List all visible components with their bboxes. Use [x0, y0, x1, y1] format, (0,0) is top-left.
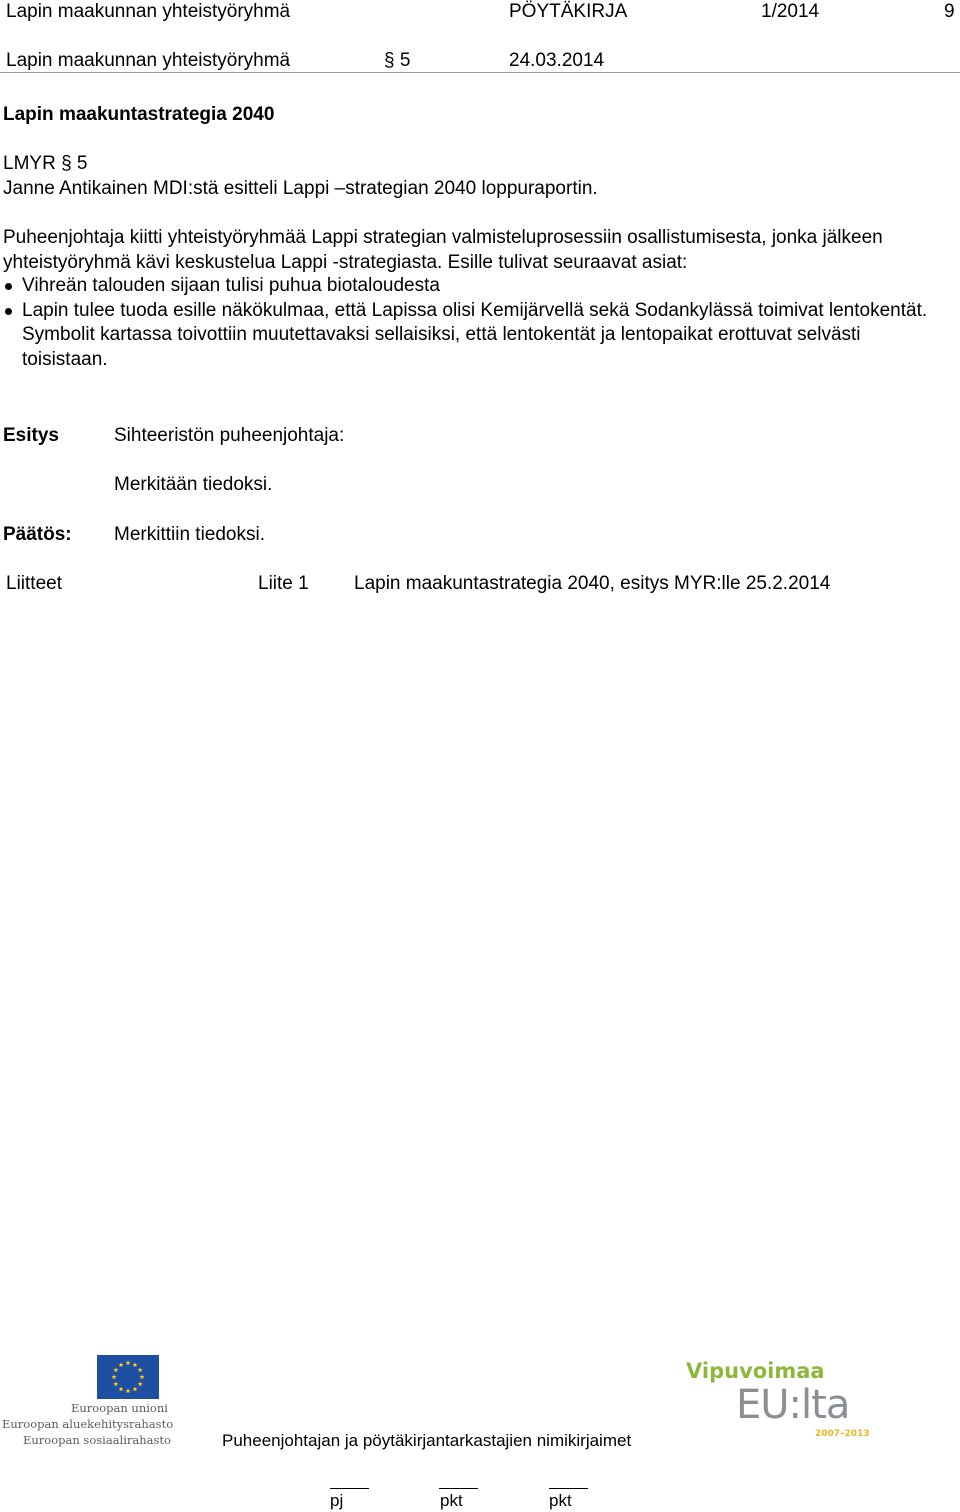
vipuvoimaa-logo-top: Vipuvoimaa: [686, 1359, 825, 1383]
attachments-label: Liitteet: [6, 573, 62, 594]
eu-logo-line-1: Euroopan unioni: [71, 1401, 168, 1415]
vipuvoimaa-logo-years: 2007–2013: [815, 1429, 870, 1439]
vipuvoimaa-logo: [686, 1358, 886, 1448]
vipuvoimaa-logo-main: EU:lta: [736, 1382, 850, 1428]
intro-text: Janne Antikainen MDI:stä esitteli Lappi –strategian 2040 loppuraportin.: [3, 178, 598, 199]
signature-line: [330, 1488, 369, 1489]
signature-label-pkt: pkt: [440, 1491, 463, 1510]
header-date: 24.03.2014: [509, 50, 605, 71]
list-item-text: Lapin tulee tuoda esille näkökulmaa, että Lapissa olisi Kemijärvellä sekä Sodankylässä toimivat lentokentät. Symbolit kartassa toivottiin muutettavaksi sellaisiksi, että lentokentät ja lentopaikat erottuvat selvästi toisistaan.: [22, 299, 928, 370]
proposal-label: Esitys: [3, 425, 59, 446]
eu-logo-line-2: Euroopan aluekehitysrahasto: [2, 1417, 174, 1431]
header-org: Lapin maakunnan yhteistyöryhmä: [6, 1, 291, 22]
list-item: [0, 299, 950, 373]
section-title: Lapin maakuntastrategia 2040: [3, 104, 275, 125]
header-section: § 5: [384, 50, 411, 71]
signature-line: [549, 1488, 588, 1489]
discussion-paragraph: Puheenjohtaja kiitti yhteistyöryhmää Lappi strategian valmisteluprosessiin osallistumisesta, jonka jälkeen yhteistyöryhmä kävi keskustelua Lappi -strategiasta. Esille tulivat seuraavat asiat:: [3, 227, 883, 273]
header-number: 1/2014: [761, 1, 820, 22]
signature-label-pkt-2: pkt: [549, 1491, 572, 1510]
header-doctype: PÖYTÄKIRJA: [509, 1, 628, 22]
eu-flag-icon: [97, 1355, 159, 1399]
list-item: [0, 274, 950, 299]
header-org-secondary: Lapin maakunnan yhteistyöryhmä: [6, 50, 291, 71]
signatures-caption: Puheenjohtajan ja pöytäkirjantarkastajien nimikirjaimet: [222, 1431, 632, 1450]
decision-label: Päätös:: [3, 524, 72, 545]
eu-logo: [0, 1352, 174, 1452]
attachment-title: Lapin maakuntastrategia 2040, esitys MYR:lle 25.2.2014: [354, 573, 831, 594]
decision-text: Merkittiin tiedoksi.: [114, 524, 265, 545]
proposal-presenter: Sihteeristön puheenjohtaja:: [114, 425, 345, 446]
signature-line: [439, 1488, 478, 1489]
discussion-points: [0, 274, 950, 372]
eu-logo-line-3: Euroopan sosiaalirahasto: [23, 1433, 171, 1447]
section-reference: LMYR § 5: [3, 153, 88, 174]
bullet-icon: [5, 283, 12, 290]
proposal-text: Merkitään tiedoksi.: [114, 474, 273, 495]
header-divider: [0, 72, 960, 73]
header-page-number: 9: [944, 1, 955, 22]
signature-label-pj: pj: [330, 1491, 344, 1510]
bullet-icon: [5, 308, 12, 315]
attachment-id: Liite 1: [258, 573, 309, 594]
list-item-text: Vihreän talouden sijaan tulisi puhua biotaloudesta: [22, 275, 440, 296]
